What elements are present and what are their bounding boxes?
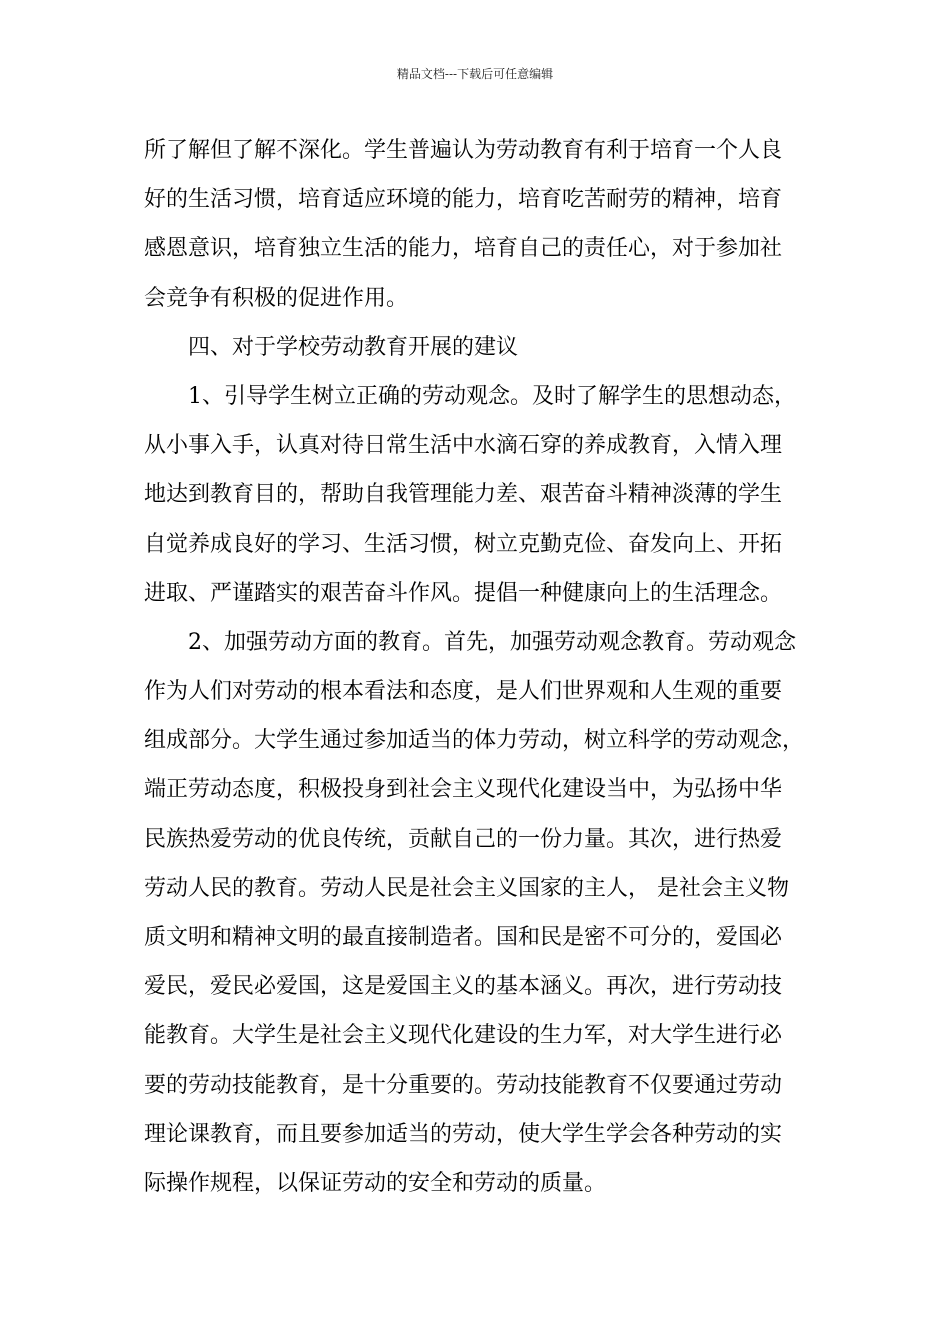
text-line: 民族热爱劳动的优良传统，贡献自己的一份力量。其次，进行热爱 bbox=[144, 826, 783, 852]
text-line: 进取、严谨踏实的艰苦奋斗作风。提倡一种健康向上的生活理念。 bbox=[144, 580, 783, 606]
document-body bbox=[144, 126, 834, 1208]
text-line: 端正劳动态度，积极投身到社会主义现代化建设当中，为弘扬中华 bbox=[144, 777, 783, 803]
paragraph bbox=[144, 372, 834, 618]
text-line: 际操作规程，以保证劳动的安全和劳动的质量。 bbox=[144, 1170, 607, 1196]
text-line: 劳动人民的教育。劳动人民是社会主义国家的主人， 是社会主义物 bbox=[144, 875, 789, 901]
text-line: 好的生活习惯，培育适应环境的能力，培育吃苦耐劳的精神，培育 bbox=[144, 187, 783, 213]
text-line: 组成部分。大学生通过参加适当的体力劳动，树立科学的劳动观念， bbox=[144, 728, 805, 754]
text-line: 从小事入手，认真对待日常生活中水滴石穿的养成教育，入情入理 bbox=[144, 433, 783, 459]
paragraph bbox=[144, 126, 834, 323]
text-line: 会竞争有积极的促进作用。 bbox=[144, 285, 409, 311]
text-line: 地达到教育目的，帮助自我管理能力差、艰苦奋斗精神淡薄的学生 bbox=[144, 482, 783, 508]
text-line: 作为人们对劳动的根本看法和态度，是人们世界观和人生观的重要 bbox=[144, 679, 783, 705]
section-heading bbox=[144, 323, 834, 372]
text-line: 要的劳动技能教育，是十分重要的。劳动技能教育不仅要通过劳动 bbox=[144, 1072, 783, 1098]
section-heading-text: 四、对于学校劳动教育开展的建议 bbox=[188, 334, 519, 360]
text-line: 能教育。大学生是社会主义现代化建设的生力军，对大学生进行必 bbox=[144, 1023, 783, 1049]
text-line: 质文明和精神文明的最直接制造者。国和民是密不可分的，爱国必 bbox=[144, 925, 783, 950]
text-line: 感恩意识，培育独立生活的能力，培育自己的责任心，对于参加社 bbox=[144, 236, 783, 262]
text-line: 2、加强劳动方面的教育。首先，加强劳动观念教育。劳动观念 bbox=[188, 629, 796, 655]
paragraph bbox=[144, 618, 834, 1208]
text-line: 1、引导学生树立正确的劳动观念。及时了解学生的思想动态， bbox=[188, 383, 796, 409]
text-line: 所了解但了解不深化。学生普遍认为劳动教育有利于培育一个人良 bbox=[144, 138, 783, 163]
text-line: 理论课教育，而且要参加适当的劳动，使大学生学会各种劳动的实 bbox=[144, 1121, 783, 1147]
text-line: 爱民，爱民必爱国，这是爱国主义的基本涵义。再次，进行劳动技 bbox=[144, 974, 783, 1000]
page-header: 精品文档---下载后可任意编辑 bbox=[396, 67, 554, 81]
text-line: 自觉养成良好的学习、生活习惯，树立克勤克俭、奋发向上、开拓 bbox=[144, 531, 783, 557]
